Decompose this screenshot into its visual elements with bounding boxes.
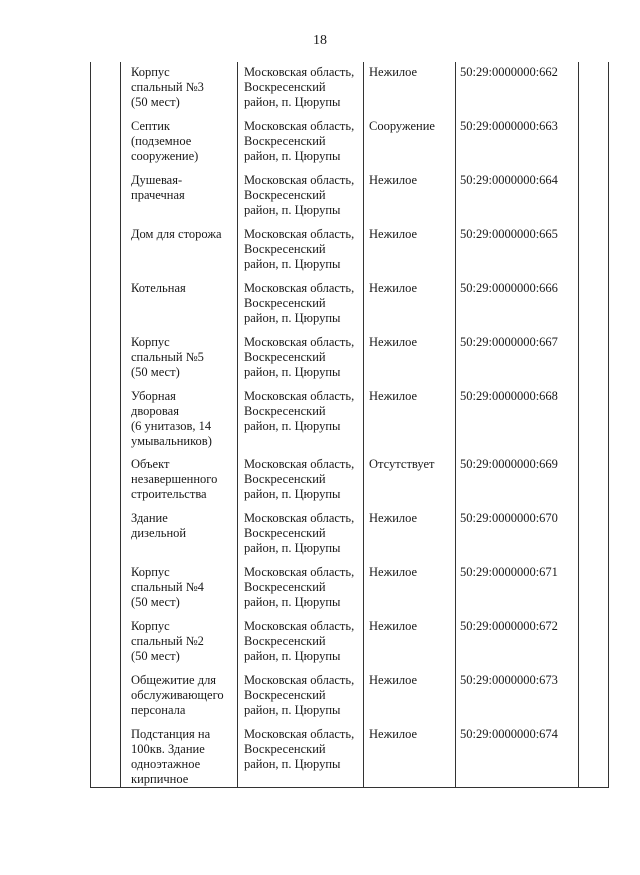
object-name-text: Дом для сторожа bbox=[131, 227, 222, 241]
extra-cell bbox=[579, 278, 609, 332]
object-name-text: Объект незавершенного строительства bbox=[131, 457, 218, 501]
address-cell bbox=[238, 278, 364, 332]
cadastral-number-text: 50:29:0000000:669 bbox=[460, 457, 558, 471]
object-type-text: Нежилое bbox=[369, 227, 418, 241]
address-text: Московская область, Воскресенский район, п. Цюрупы bbox=[244, 511, 355, 555]
object-name-text: Уборная дворовая (6 унитазов, 14 умывальников) bbox=[131, 389, 212, 448]
table-row bbox=[91, 562, 609, 616]
object-type-text: Нежилое bbox=[369, 565, 418, 579]
address-text: Московская область, Воскресенский район, п. Цюрупы bbox=[244, 65, 355, 109]
address-text: Московская область, Воскресенский район, п. Цюрупы bbox=[244, 673, 355, 717]
address-text: Московская область, Воскресенский район, п. Цюрупы bbox=[244, 173, 355, 217]
object-type-text: Нежилое bbox=[369, 335, 418, 349]
extra-cell bbox=[579, 616, 609, 670]
table-row bbox=[91, 386, 609, 454]
address-cell bbox=[238, 724, 364, 788]
address-cell bbox=[238, 670, 364, 724]
object-name-cell bbox=[121, 224, 238, 278]
address-cell bbox=[238, 454, 364, 508]
extra-cell bbox=[579, 224, 609, 278]
address-text: Московская область, Воскресенский район, п. Цюрупы bbox=[244, 281, 355, 325]
address-text: Московская область, Воскресенский район, п. Цюрупы bbox=[244, 727, 355, 771]
object-type-cell bbox=[364, 724, 456, 788]
object-type-cell bbox=[364, 224, 456, 278]
object-name-cell bbox=[121, 670, 238, 724]
row-number-cell bbox=[91, 454, 121, 508]
object-type-text: Нежилое bbox=[369, 727, 418, 741]
address-cell bbox=[238, 616, 364, 670]
object-type-text: Нежилое bbox=[369, 281, 418, 295]
object-type-cell bbox=[364, 454, 456, 508]
object-type-cell bbox=[364, 62, 456, 116]
cadastral-number-text: 50:29:0000000:670 bbox=[460, 511, 558, 525]
address-cell bbox=[238, 386, 364, 454]
object-type-cell bbox=[364, 332, 456, 386]
address-text: Московская область, Воскресенский район, п. Цюрупы bbox=[244, 119, 355, 163]
cadastral-number-cell bbox=[456, 670, 579, 724]
table-row bbox=[91, 278, 609, 332]
object-type-text: Нежилое bbox=[369, 65, 418, 79]
extra-cell bbox=[579, 562, 609, 616]
address-cell bbox=[238, 508, 364, 562]
address-cell bbox=[238, 62, 364, 116]
row-number-cell bbox=[91, 332, 121, 386]
object-type-text: Нежилое bbox=[369, 619, 418, 633]
object-name-text: Корпус спальный №4 (50 мест) bbox=[131, 565, 204, 609]
object-name-cell bbox=[121, 508, 238, 562]
object-type-text: Нежилое bbox=[369, 173, 418, 187]
cadastral-number-text: 50:29:0000000:671 bbox=[460, 565, 558, 579]
cadastral-number-text: 50:29:0000000:665 bbox=[460, 227, 558, 241]
address-text: Московская область, Воскресенский район, п. Цюрупы bbox=[244, 227, 355, 271]
table-row bbox=[91, 62, 609, 116]
address-cell bbox=[238, 170, 364, 224]
object-name-cell bbox=[121, 116, 238, 170]
address-cell bbox=[238, 332, 364, 386]
cadastral-number-cell bbox=[456, 278, 579, 332]
table-row bbox=[91, 724, 609, 788]
row-number-cell bbox=[91, 386, 121, 454]
extra-cell bbox=[579, 724, 609, 788]
extra-cell bbox=[579, 332, 609, 386]
cadastral-number-cell bbox=[456, 224, 579, 278]
object-name-text: Корпус спальный №5 (50 мест) bbox=[131, 335, 204, 379]
table-row bbox=[91, 224, 609, 278]
row-number-cell bbox=[91, 224, 121, 278]
object-type-cell bbox=[364, 508, 456, 562]
object-name-cell bbox=[121, 62, 238, 116]
object-type-text: Нежилое bbox=[369, 389, 418, 403]
row-number-cell bbox=[91, 508, 121, 562]
cadastral-number-text: 50:29:0000000:662 bbox=[460, 65, 558, 79]
object-type-cell bbox=[364, 670, 456, 724]
cadastral-number-text: 50:29:0000000:673 bbox=[460, 673, 558, 687]
object-name-text: Подстанция на 100кв. Здание одноэтажное кирпичное bbox=[131, 727, 211, 786]
object-name-cell bbox=[121, 278, 238, 332]
cadastral-number-cell bbox=[456, 508, 579, 562]
extra-cell bbox=[579, 170, 609, 224]
object-type-cell bbox=[364, 562, 456, 616]
object-type-cell bbox=[364, 116, 456, 170]
extra-cell bbox=[579, 670, 609, 724]
cadastral-number-text: 50:29:0000000:674 bbox=[460, 727, 558, 741]
cadastral-number-cell bbox=[456, 616, 579, 670]
table-row bbox=[91, 116, 609, 170]
object-name-text: Септик (подземное сооружение) bbox=[131, 119, 199, 163]
row-number-cell bbox=[91, 62, 121, 116]
object-name-cell bbox=[121, 616, 238, 670]
object-name-text: Котельная bbox=[131, 281, 186, 295]
object-name-text: Общежитие для обслуживающего персонала bbox=[131, 673, 224, 717]
object-type-cell bbox=[364, 278, 456, 332]
cadastral-number-cell bbox=[456, 562, 579, 616]
row-number-cell bbox=[91, 278, 121, 332]
row-number-cell bbox=[91, 724, 121, 788]
extra-cell bbox=[579, 454, 609, 508]
object-type-cell bbox=[364, 170, 456, 224]
object-name-cell bbox=[121, 170, 238, 224]
object-type-text: Нежилое bbox=[369, 511, 418, 525]
cadastral-number-cell bbox=[456, 170, 579, 224]
cadastral-number-text: 50:29:0000000:672 bbox=[460, 619, 558, 633]
cadastral-number-cell bbox=[456, 332, 579, 386]
address-text: Московская область, Воскресенский район, п. Цюрупы bbox=[244, 565, 355, 609]
object-name-cell bbox=[121, 332, 238, 386]
object-type-cell bbox=[364, 616, 456, 670]
row-number-cell bbox=[91, 670, 121, 724]
object-name-cell bbox=[121, 724, 238, 788]
object-type-text: Сооружение bbox=[369, 119, 435, 133]
table-row bbox=[91, 616, 609, 670]
object-name-cell bbox=[121, 386, 238, 454]
table-row bbox=[91, 508, 609, 562]
table-row bbox=[91, 332, 609, 386]
table-row bbox=[91, 670, 609, 724]
address-text: Московская область, Воскресенский район, п. Цюрупы bbox=[244, 335, 355, 379]
extra-cell bbox=[579, 116, 609, 170]
property-table-body bbox=[91, 62, 609, 788]
cadastral-number-text: 50:29:0000000:668 bbox=[460, 389, 558, 403]
object-type-cell bbox=[364, 386, 456, 454]
extra-cell bbox=[579, 508, 609, 562]
cadastral-number-cell bbox=[456, 62, 579, 116]
cadastral-number-cell bbox=[456, 724, 579, 788]
address-text: Московская область, Воскресенский район, п. Цюрупы bbox=[244, 389, 355, 433]
object-name-text: Здание дизельной bbox=[131, 511, 187, 540]
object-name-text: Корпус спальный №2 (50 мест) bbox=[131, 619, 204, 663]
row-number-cell bbox=[91, 116, 121, 170]
cadastral-number-cell bbox=[456, 454, 579, 508]
address-cell bbox=[238, 562, 364, 616]
cadastral-number-text: 50:29:0000000:667 bbox=[460, 335, 558, 349]
row-number-cell bbox=[91, 170, 121, 224]
address-text: Московская область, Воскресенский район, п. Цюрупы bbox=[244, 457, 355, 501]
object-name-text: Корпус спальный №3 (50 мест) bbox=[131, 65, 204, 109]
extra-cell bbox=[579, 62, 609, 116]
row-number-cell bbox=[91, 562, 121, 616]
row-number-cell bbox=[91, 616, 121, 670]
address-text: Московская область, Воскресенский район, п. Цюрупы bbox=[244, 619, 355, 663]
cadastral-number-text: 50:29:0000000:666 bbox=[460, 281, 558, 295]
address-cell bbox=[238, 224, 364, 278]
object-name-text: Душевая- прачечная bbox=[131, 173, 185, 202]
cadastral-number-text: 50:29:0000000:663 bbox=[460, 119, 558, 133]
object-type-text: Нежилое bbox=[369, 673, 418, 687]
object-name-cell bbox=[121, 562, 238, 616]
cadastral-number-text: 50:29:0000000:664 bbox=[460, 173, 558, 187]
cadastral-number-cell bbox=[456, 116, 579, 170]
address-cell bbox=[238, 116, 364, 170]
table-row bbox=[91, 170, 609, 224]
table-row bbox=[91, 454, 609, 508]
property-table bbox=[90, 62, 609, 788]
object-type-text: Отсутствует bbox=[369, 457, 435, 471]
extra-cell bbox=[579, 386, 609, 454]
page-number: 18 bbox=[313, 33, 327, 48]
cadastral-number-cell bbox=[456, 386, 579, 454]
object-name-cell bbox=[121, 454, 238, 508]
